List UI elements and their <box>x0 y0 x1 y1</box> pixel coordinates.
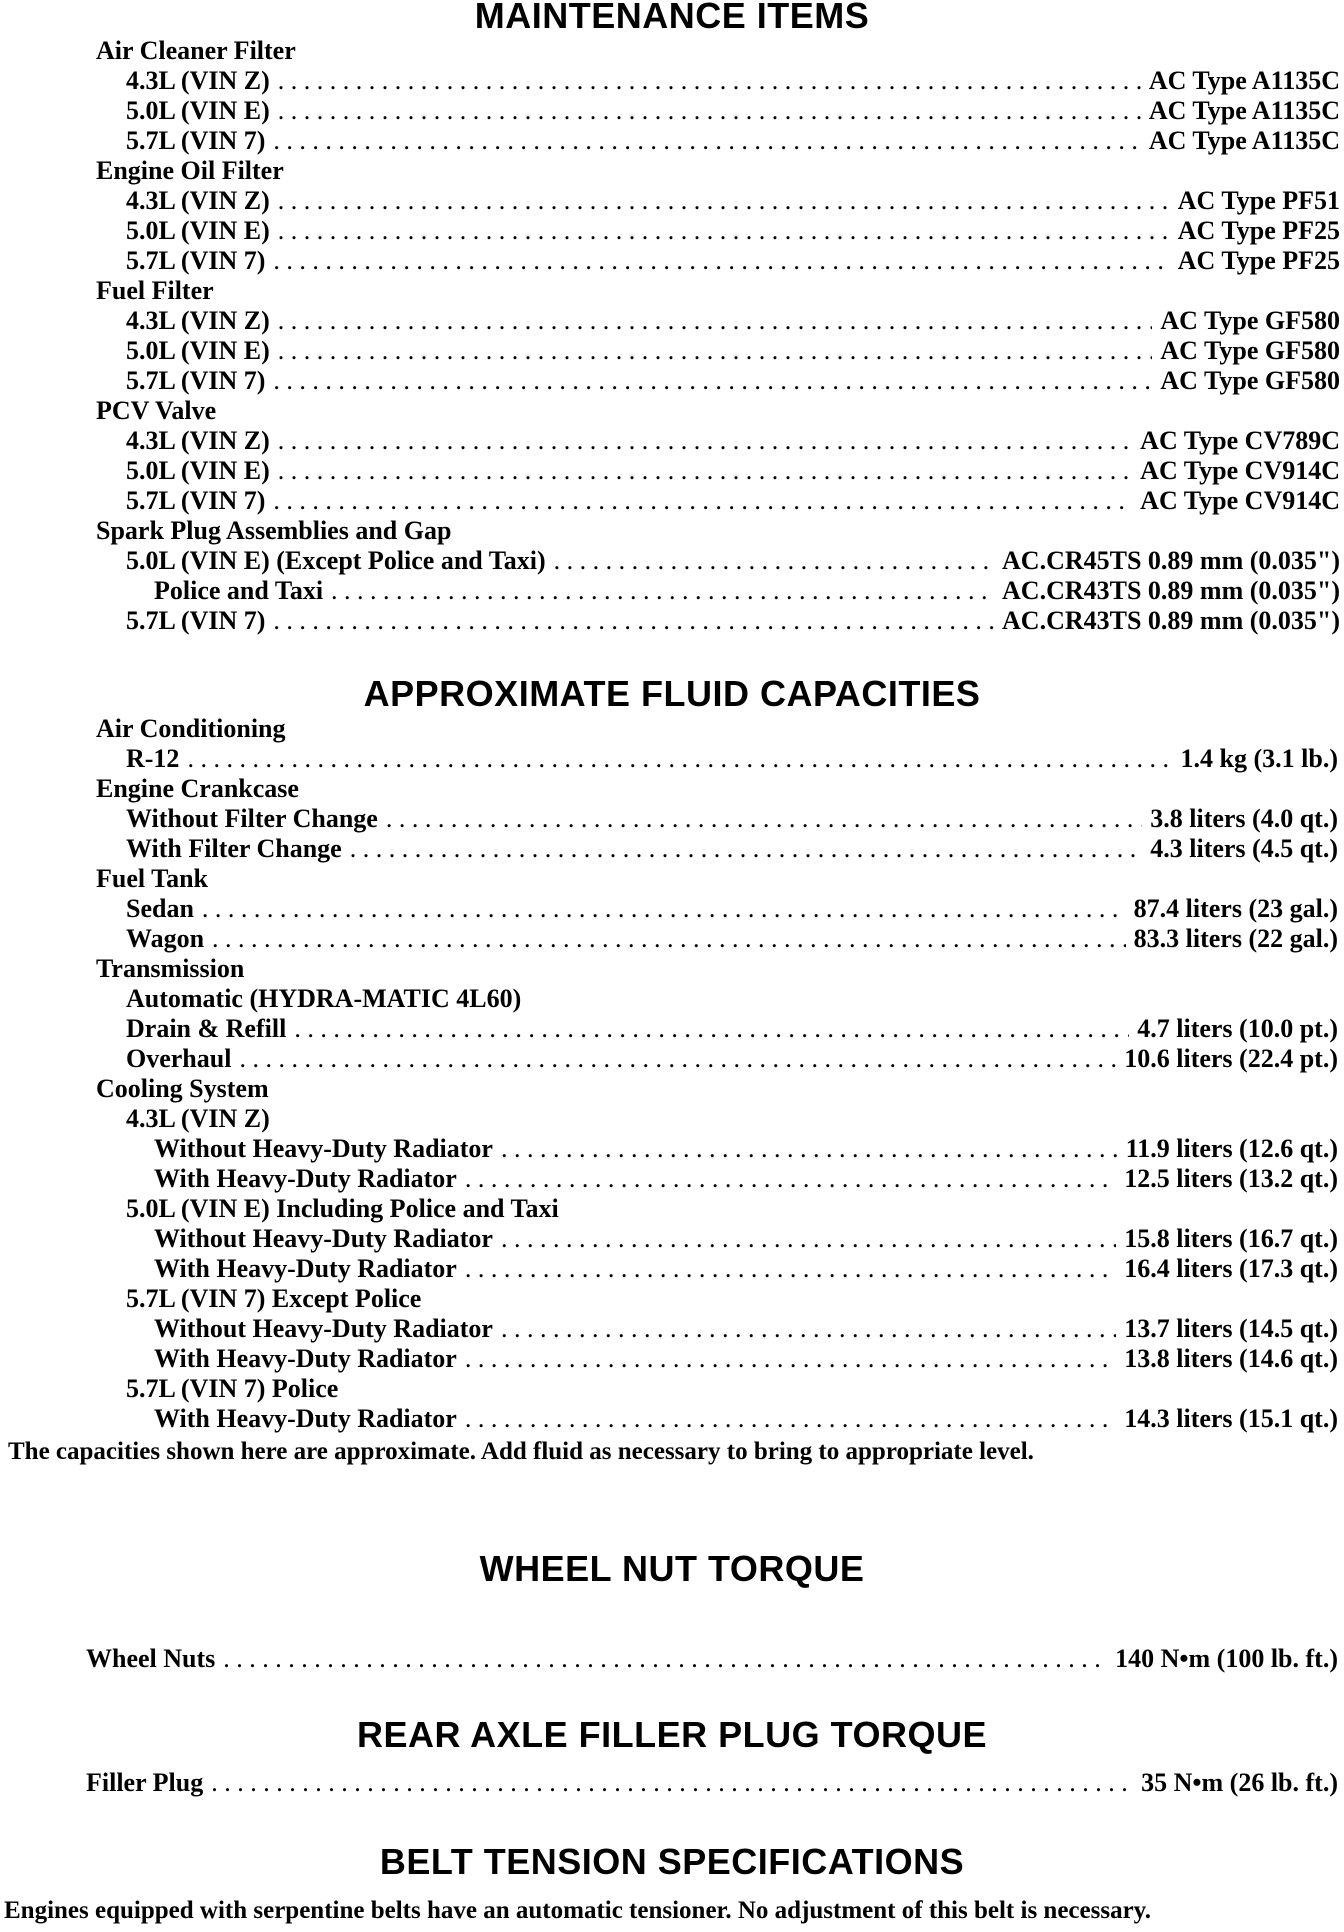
spec-value: AC Type PF25 <box>1177 216 1340 245</box>
spec-label: 5.0L (VIN E) <box>126 336 270 365</box>
spec-row <box>0 66 1344 96</box>
spec-value: 12.5 liters (13.2 qt.) <box>1124 1164 1338 1193</box>
belt-tension-title: BELT TENSION SPECIFICATIONS <box>379 1841 965 1882</box>
spec-label: 5.7L (VIN 7) <box>126 246 266 275</box>
category-engine-crankcase: Engine Crankcase <box>96 774 299 803</box>
maintenance-title: MAINTENANCE ITEMS <box>474 0 870 36</box>
spec-value: 35 N•m (26 lb. ft.) <box>1141 1768 1338 1797</box>
spec-row <box>0 744 1344 774</box>
spec-label: Without Heavy-Duty Radiator <box>154 1314 493 1343</box>
spec-value: 13.7 liters (14.5 qt.) <box>1124 1314 1338 1343</box>
spec-label: 4.3L (VIN Z) <box>126 306 270 335</box>
category-transmission: Transmission <box>96 954 245 983</box>
spec-row <box>0 1314 1344 1344</box>
spec-value: 4.3 liters (4.5 qt.) <box>1150 834 1338 863</box>
spec-row <box>0 1344 1344 1374</box>
spec-value: 10.6 liters (22.4 pt.) <box>1124 1044 1338 1073</box>
spec-value: 3.8 liters (4.0 qt.) <box>1150 804 1338 833</box>
spec-label: 5.7L (VIN 7) <box>126 606 266 635</box>
subcategory-57l-police: 5.7L (VIN 7) Police <box>126 1374 339 1403</box>
spec-value: 16.4 liters (17.3 qt.) <box>1124 1254 1338 1283</box>
spec-row <box>0 1254 1344 1284</box>
spec-value: AC Type CV789C <box>1140 426 1340 455</box>
spec-label: 5.0L (VIN E) <box>126 216 270 245</box>
subcategory-50l: 5.0L (VIN E) Including Police and Taxi <box>126 1194 559 1223</box>
spec-value: 1.4 kg (3.1 lb.) <box>1180 744 1338 773</box>
spec-row <box>0 894 1344 924</box>
spec-label: 4.3L (VIN Z) <box>126 66 270 95</box>
wheel-torque-list <box>0 1644 1344 1674</box>
subcategory-43l: 4.3L (VIN Z) <box>126 1104 270 1133</box>
spec-label: Overhaul <box>126 1044 232 1073</box>
spec-row <box>0 486 1344 516</box>
spec-label: Filler Plug <box>86 1768 204 1797</box>
wheel-torque-title: WHEEL NUT TORQUE <box>479 1548 865 1589</box>
spec-value: AC Type A1135C <box>1148 96 1340 125</box>
category-cooling-system: Cooling System <box>96 1074 269 1103</box>
spec-row <box>0 606 1344 636</box>
spec-row <box>0 246 1344 276</box>
spec-value: AC Type GF580 <box>1160 306 1340 335</box>
spec-value: AC Type PF25 <box>1177 246 1340 275</box>
spec-row <box>0 366 1344 396</box>
category-air-conditioning: Air Conditioning <box>96 714 286 743</box>
spec-label: Wagon <box>126 924 205 953</box>
subcategory-automatic: Automatic (HYDRA-MATIC 4L60) <box>126 984 522 1013</box>
spec-label: Without Filter Change <box>126 804 378 833</box>
spec-value: 140 N•m (100 lb. ft.) <box>1115 1644 1338 1673</box>
spec-label: Without Heavy-Duty Radiator <box>154 1134 493 1163</box>
spec-value: AC Type CV914C <box>1140 456 1340 485</box>
spec-label: 4.3L (VIN Z) <box>126 426 270 455</box>
spec-label: 5.0L (VIN E) <box>126 96 270 125</box>
capacities-note: The capacities shown here are approximate. Add fluid as necessary to bring to appropriate level. <box>8 1438 1034 1465</box>
capacities-list <box>0 714 1344 1434</box>
spec-label: With Heavy-Duty Radiator <box>154 1254 457 1283</box>
spec-row <box>0 216 1344 246</box>
spec-row <box>0 924 1344 954</box>
category-pcv-valve: PCV Valve <box>96 396 217 425</box>
spec-row <box>0 1044 1344 1074</box>
spec-value: 15.8 liters (16.7 qt.) <box>1124 1224 1338 1253</box>
spec-row <box>0 546 1344 576</box>
spec-row <box>0 426 1344 456</box>
spec-label: 4.3L (VIN Z) <box>126 186 270 215</box>
spec-row <box>0 306 1344 336</box>
maintenance-list <box>0 36 1344 636</box>
spec-row <box>0 1014 1344 1044</box>
spec-value: 4.7 liters (10.0 pt.) <box>1137 1014 1338 1043</box>
category-fuel-filter: Fuel Filter <box>96 276 214 305</box>
spec-value: AC Type PF51 <box>1177 186 1340 215</box>
spec-value: 87.4 liters (23 gal.) <box>1133 894 1338 923</box>
capacities-title: APPROXIMATE FLUID CAPACITIES <box>363 673 981 714</box>
spec-row <box>0 126 1344 156</box>
spec-label: With Heavy-Duty Radiator <box>154 1344 457 1373</box>
spec-label: 5.0L (VIN E) (Except Police and Taxi) <box>126 546 546 575</box>
subcategory-57l: 5.7L (VIN 7) Except Police <box>126 1284 422 1313</box>
spec-value: AC Type A1135C <box>1148 66 1340 95</box>
spec-row <box>0 456 1344 486</box>
spec-row <box>0 186 1344 216</box>
spec-label: 5.7L (VIN 7) <box>126 126 266 155</box>
spec-row <box>0 1768 1344 1798</box>
spec-row <box>0 834 1344 864</box>
spec-value: AC Type GF580 <box>1160 366 1340 395</box>
axle-torque-title: REAR AXLE FILLER PLUG TORQUE <box>356 1714 988 1755</box>
spec-label: Drain & Refill <box>126 1014 287 1043</box>
category-spark-plugs: Spark Plug Assemblies and Gap <box>96 516 452 545</box>
spec-label: Sedan <box>126 894 194 923</box>
category-oil-filter: Engine Oil Filter <box>96 156 284 185</box>
spec-row <box>0 96 1344 126</box>
spec-row <box>0 1164 1344 1194</box>
spec-value: 13.8 liters (14.6 qt.) <box>1124 1344 1338 1373</box>
spec-row <box>0 1134 1344 1164</box>
spec-label: 5.7L (VIN 7) <box>126 486 266 515</box>
spec-value: AC.CR45TS 0.89 mm (0.035") <box>1002 546 1340 575</box>
spec-row <box>0 804 1344 834</box>
spec-row <box>0 1644 1344 1674</box>
belt-tension-note: Engines equipped with serpentine belts have an automatic tensioner. No adjustment of this belt is necessary. <box>4 1897 1152 1924</box>
spec-value: 83.3 liters (22 gal.) <box>1133 924 1338 953</box>
spec-value: 14.3 liters (15.1 qt.) <box>1124 1404 1338 1433</box>
spec-value: AC.CR43TS 0.89 mm (0.035") <box>1002 606 1340 635</box>
spec-label: Police and Taxi <box>154 576 324 605</box>
category-fuel-tank: Fuel Tank <box>96 864 209 893</box>
spec-row <box>0 1224 1344 1254</box>
axle-torque-list <box>0 1768 1344 1798</box>
spec-label: Wheel Nuts <box>86 1644 216 1673</box>
spec-label: Without Heavy-Duty Radiator <box>154 1224 493 1253</box>
spec-row <box>0 336 1344 366</box>
spec-value: AC Type GF580 <box>1160 336 1340 365</box>
spec-row <box>0 1404 1344 1434</box>
spec-label: 5.7L (VIN 7) <box>126 366 266 395</box>
spec-label: R-12 <box>126 744 180 773</box>
spec-label: 5.0L (VIN E) <box>126 456 270 485</box>
spec-value: AC Type CV914C <box>1140 486 1340 515</box>
spec-value: 11.9 liters (12.6 qt.) <box>1125 1134 1338 1163</box>
spec-label: With Filter Change <box>126 834 342 863</box>
spec-label: With Heavy-Duty Radiator <box>154 1404 457 1433</box>
spec-value: AC.CR43TS 0.89 mm (0.035") <box>1002 576 1340 605</box>
spec-row <box>0 576 1344 606</box>
spec-label: With Heavy-Duty Radiator <box>154 1164 457 1193</box>
category-air-cleaner: Air Cleaner Filter <box>96 36 296 65</box>
spec-value: AC Type A1135C <box>1148 126 1340 155</box>
